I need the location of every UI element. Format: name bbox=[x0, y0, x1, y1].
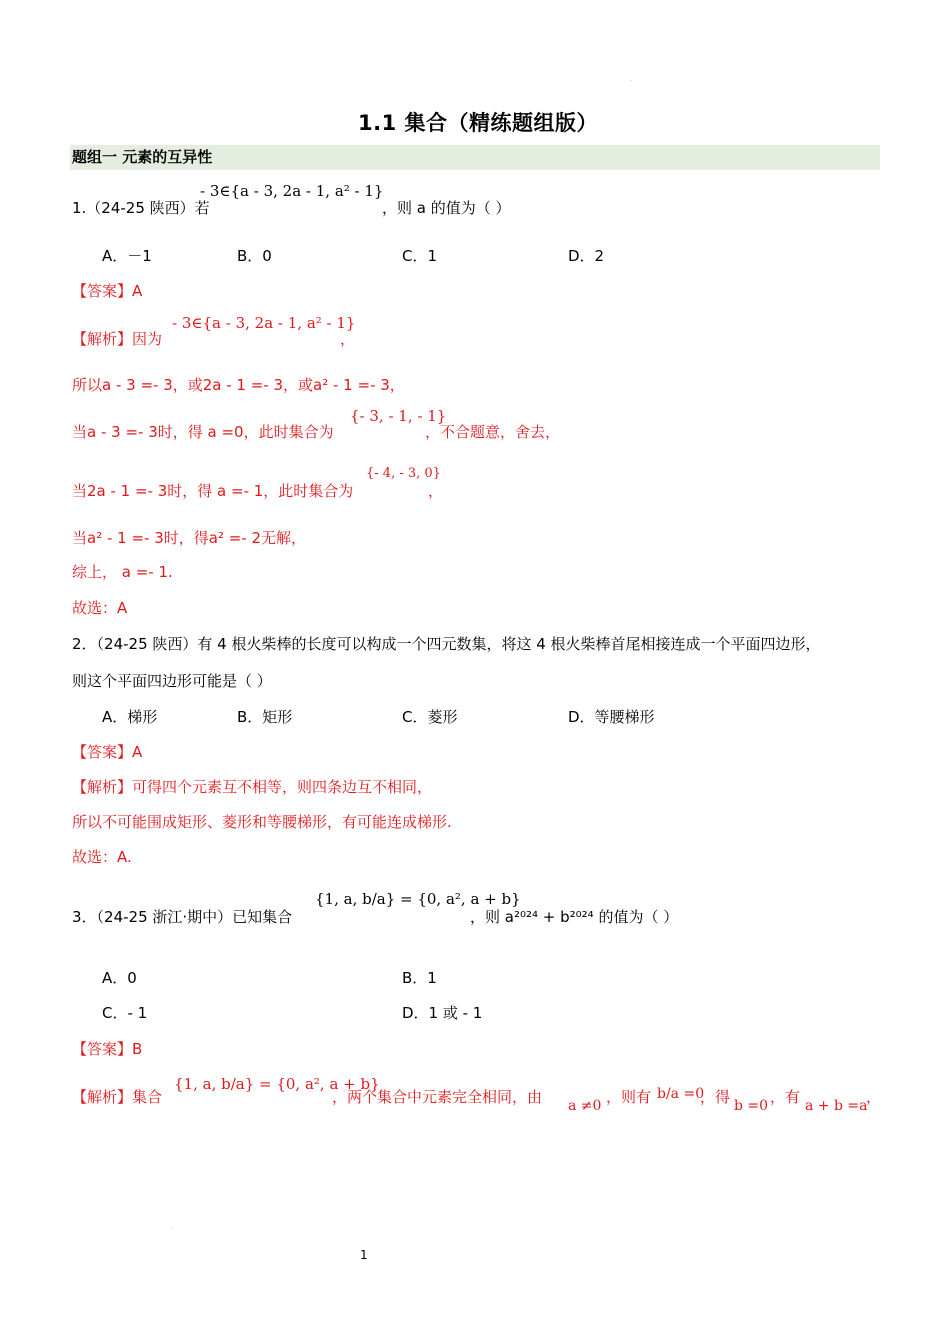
q3-stem-prefix: 3．（24-25 浙江·期中）已知集合 bbox=[72, 908, 293, 926]
q2-option-c: C．菱形 bbox=[402, 708, 458, 726]
scan-dot: · bbox=[630, 78, 632, 85]
q1-option-a: A．－1 bbox=[102, 247, 152, 265]
q1-analysis-line7: 故选：A bbox=[72, 599, 128, 617]
q3-answer: 【答案】B bbox=[72, 1040, 143, 1058]
q2-analysis-line1: 【解析】可得四个元素互不相等，则四条边互不相同， bbox=[72, 778, 433, 796]
q2-stem-line1: 2．（24-25 陕西）有 4 根火柴棒的长度可以构成一个四元数集，将这 4 根火柴棒首尾相接连成一个平面四边形， bbox=[72, 635, 821, 653]
q2-choose: 故选：A. bbox=[72, 848, 132, 866]
q1-analysis-line3b: ，不合题意，舍去， bbox=[425, 423, 561, 441]
q2-option-a: A．梯形 bbox=[102, 708, 158, 726]
q1-analysis-line3a: 当a - 3 =- 3时，得 a =0，此时集合为 bbox=[72, 423, 334, 441]
q3-analysis-have: ，有 bbox=[770, 1088, 801, 1106]
q1-analysis-line4b: ， bbox=[428, 482, 444, 500]
q2-option-b: B．矩形 bbox=[237, 708, 293, 726]
q1-analysis-line2: 所以a - 3 =- 3，或2a - 1 =- 3，或a² - 1 =- 3， bbox=[72, 376, 405, 394]
q1-option-b: B．0 bbox=[237, 247, 272, 265]
q1-stem-prefix: 1.（24-25 陕西）若 bbox=[72, 199, 210, 217]
q1-analysis-line4-set: {- 4, - 3, 0} bbox=[366, 466, 441, 481]
q1-stem-suffix: ，则 a 的值为（ ） bbox=[382, 199, 511, 217]
q1-stem-set: - 3∈{a - 3, 2a - 1, a² - 1} bbox=[200, 182, 384, 200]
q1-analysis-prefix: 【解析】因为 bbox=[72, 330, 163, 348]
q3-analysis-a-nonzero: a ≠0 bbox=[568, 1098, 602, 1114]
q3-analysis-mid: ，两个集合中元素完全相同，由 bbox=[332, 1088, 543, 1106]
q3-analysis-ab: a + b =a bbox=[805, 1098, 868, 1114]
q3-option-d: D．1 或 - 1 bbox=[402, 1004, 483, 1022]
q2-option-d: D．等腰梯形 bbox=[568, 708, 655, 726]
q3-stem-suffix: ，则 a²⁰²⁴ + b²⁰²⁴ 的值为（ ） bbox=[470, 908, 679, 926]
q3-option-a: A．0 bbox=[102, 969, 137, 987]
q1-analysis-line6: 综上， a =- 1. bbox=[72, 563, 173, 581]
group-header-bar bbox=[70, 145, 880, 170]
q1-analysis-line5: 当a² - 1 =- 3时，得a² =- 2无解， bbox=[72, 529, 307, 547]
q1-analysis-line4a: 当2a - 1 =- 3时，得 a =- 1，此时集合为 bbox=[72, 482, 354, 500]
q1-analysis-set: - 3∈{a - 3, 2a - 1, a² - 1} bbox=[172, 314, 356, 332]
q3-option-c: C．- 1 bbox=[102, 1004, 148, 1022]
q3-stem-set: {1, a, b/a} = {0, a², a + b} bbox=[315, 890, 521, 908]
q1-answer: 【答案】A bbox=[72, 282, 143, 300]
q1-analysis-line3-set: {- 3, - 1, - 1} bbox=[350, 407, 447, 425]
page-title: 1.1 集合（精练题组版） bbox=[358, 111, 599, 135]
q3-analysis-b-zero: b =0 bbox=[734, 1098, 769, 1114]
q3-analysis-prefix: 【解析】集合 bbox=[72, 1088, 163, 1106]
q2-analysis-line2: 所以不可能围成矩形、菱形和等腰梯形，有可能连成梯形. bbox=[72, 813, 452, 831]
group-title: 题组一 元素的互异性 bbox=[72, 148, 213, 166]
scan-dot: · bbox=[172, 1225, 174, 1232]
q3-analysis-end: ， bbox=[866, 1088, 882, 1106]
q1-stem bbox=[72, 197, 210, 218]
q3-analysis-get: ，得 bbox=[700, 1088, 731, 1106]
q2-answer: 【答案】A bbox=[72, 743, 143, 761]
page-number: 1 bbox=[360, 1248, 368, 1262]
q1-option-d: D．2 bbox=[568, 247, 605, 265]
q1-analysis-suffix: ， bbox=[340, 330, 356, 348]
q3-analysis-frac: b/a =0 bbox=[657, 1086, 705, 1102]
q3-analysis-set: {1, a, b/a} = {0, a², a + b} bbox=[174, 1075, 380, 1093]
q2-stem-line2: 则这个平面四边形可能是（ ） bbox=[72, 672, 272, 690]
q3-analysis-then: ，则有 bbox=[606, 1088, 652, 1106]
q3-option-b: B．1 bbox=[402, 969, 437, 987]
q1-option-c: C．1 bbox=[402, 247, 438, 265]
